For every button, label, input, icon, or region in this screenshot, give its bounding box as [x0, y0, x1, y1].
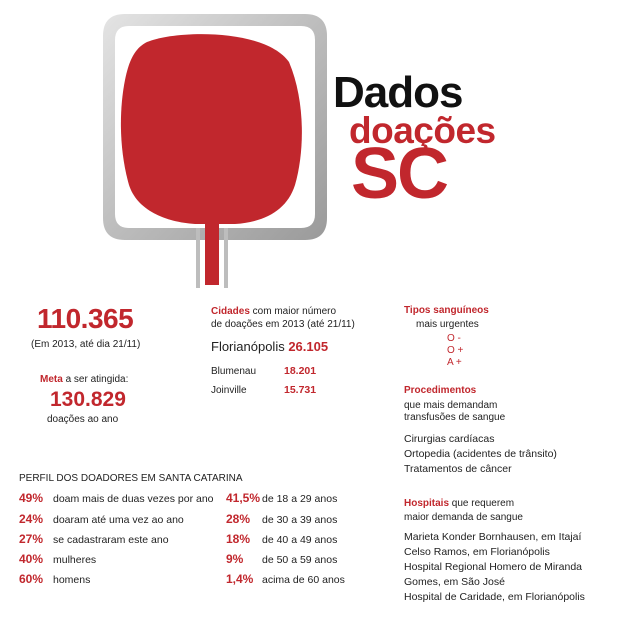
- perfil-row: 41,5% de 18 a 29 anos: [226, 491, 338, 505]
- tipo-item: O -: [447, 333, 461, 344]
- procedimentos-heading: Procedimentos: [404, 385, 477, 396]
- tipos-list: [447, 333, 463, 369]
- list-item: Ortopedia (acidentes de trânsito): [404, 448, 557, 460]
- perfil-row: 60% homens: [19, 572, 91, 586]
- city-item: Joinville: [211, 385, 247, 396]
- meta-unit: doações ao ano: [47, 414, 119, 425]
- perfil-row: 1,4% acima de 60 anos: [226, 572, 345, 586]
- city-value: 18.201: [284, 365, 317, 377]
- perfil-row: 24% doaram até uma vez ao ano: [19, 512, 184, 526]
- tipo-item: O +: [447, 345, 464, 356]
- blood-bag-icon: [95, 0, 335, 290]
- list-item: Cirurgias cardíacas: [404, 433, 495, 445]
- perfil-row: 27% se cadastraram este ano: [19, 532, 169, 546]
- procedimentos-sub: que mais demandam transfusões de sangue: [404, 400, 506, 423]
- perfil-row: 28% de 30 a 39 anos: [226, 512, 338, 526]
- perfil-row: 40% mulheres: [19, 552, 97, 566]
- list-item: Celso Ramos, em Florianópolis: [404, 546, 550, 558]
- hospitais-list: [404, 530, 585, 605]
- total-value: 110.365: [37, 303, 134, 334]
- cidades-heading: Cidades com maior número de doações em 2013 (até 21/11): [211, 306, 355, 330]
- title-line3: SC: [351, 134, 448, 214]
- city-value: 15.731: [284, 384, 317, 396]
- list-item: Hospital Regional Homero de Miranda: [404, 561, 583, 573]
- list-item: Tratamentos de câncer: [404, 463, 512, 475]
- list-item: Gomes, em São José: [404, 576, 505, 588]
- total-note: (Em 2013, até dia 21/11): [31, 339, 141, 350]
- perfil-row: 18% de 40 a 49 anos: [226, 532, 338, 546]
- perfil-row: 9% de 50 a 59 anos: [226, 552, 338, 566]
- tipos-subheading: mais urgentes: [416, 319, 479, 330]
- meta-label: Meta a ser atingida:: [40, 374, 129, 385]
- perfil-row: 49% doam mais de duas vezes por ano: [19, 491, 214, 505]
- list-item: Marieta Konder Bornhausen, em Itajaí: [404, 531, 582, 543]
- hospitais-heading: Hospitais que requerem maior demanda de sangue: [404, 498, 523, 523]
- city-item: Florianópolis 26.105: [211, 339, 329, 354]
- city-item: Blumenau: [211, 366, 257, 377]
- list-item: Hospital de Caridade, em Florianópolis: [404, 591, 585, 603]
- title-line1: Dados: [333, 68, 463, 117]
- tipo-item: A +: [447, 357, 462, 368]
- title-line2: doações: [349, 110, 496, 151]
- perfil-heading: PERFIL DOS DOADORES EM SANTA CATARINA: [19, 473, 243, 484]
- tipos-heading: Tipos sanguíneos: [404, 305, 489, 316]
- procedimentos-list: [404, 432, 557, 477]
- meta-value: 130.829: [50, 388, 126, 411]
